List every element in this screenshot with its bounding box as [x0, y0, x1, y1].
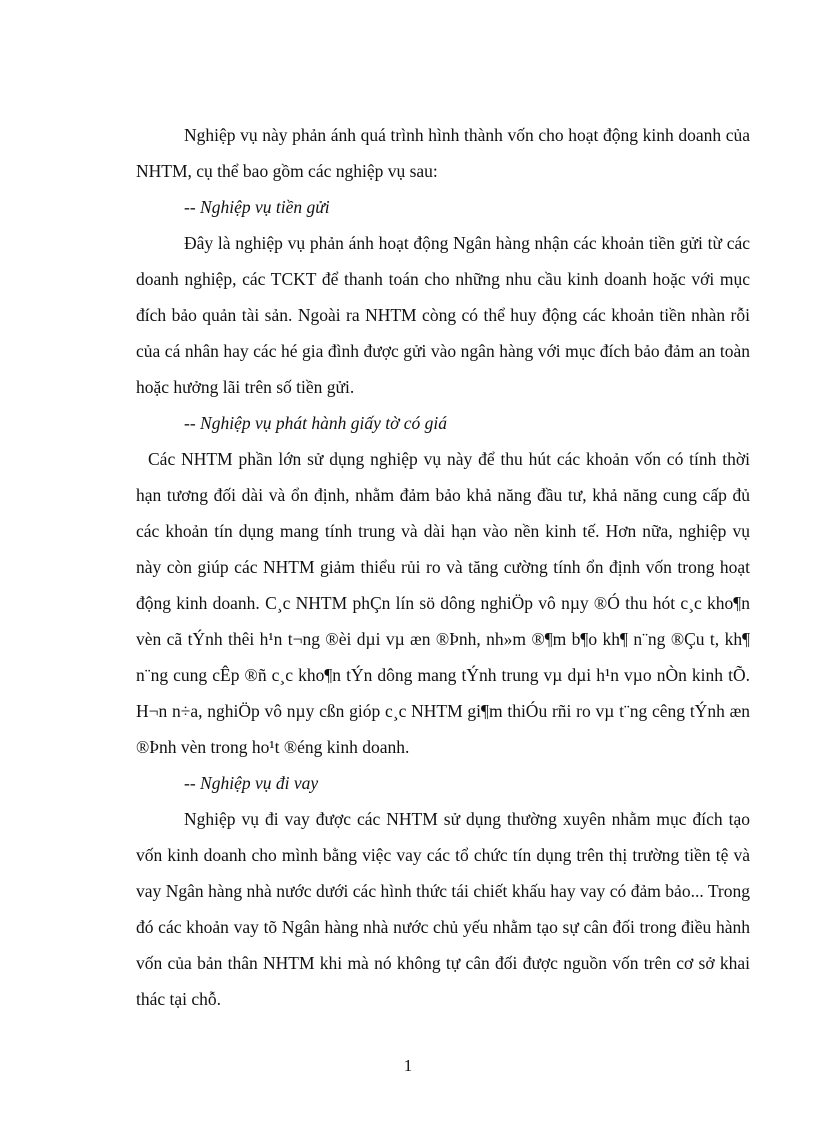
- securities-paragraph: Các NHTM phần lớn sử dụng nghiệp vụ này để thu hút các khoản vốn có tính thời hạn tương đối dài và ổn định, nhằm đảm bảo khả năng đầu tư, khả năng cung cấp đủ các khoản tín dụng mang tính trung và dài hạn vào nền kinh tế. Hơn nữa, nghiệp vụ này còn giúp các NHTM giảm thiểu rủi ro và tăng cường tính ổn định vốn trong hoạt động kinh doanh. C¸c NHTM phÇn lín sö dông nghiÖp vô nµy ®Ó thu hót c¸c kho¶n vèn cã tÝnh thêi h¹n t¬ng ®èi dµi vµ æn ®Þnh, nh»m ®¶m b¶o kh¶ n¨ng ®Çu t, kh¶ n¨ng cung cÊp ®ñ c¸c kho¶n tÝn dông mang tÝnh trung vµ dµi h¹n vµo nÒn kinh tÕ. H¬n n÷a, nghiÖp vô nµy cßn gióp c¸c NHTM gi¶m thiÓu rñi ro vµ t¨ng cêng tÝnh æn ®Þnh vèn trong ho¹t ®éng kinh doanh.: [136, 449, 750, 757]
- heading-title: Nghiệp vụ tiền gửi: [200, 197, 330, 217]
- heading-title: Nghiệp vụ phát hành giấy tờ có giá: [200, 413, 448, 433]
- intro-paragraph: Nghiệp vụ này phản ánh quá trình hình thành vốn cho hoạt động kinh doanh của NHTM, cụ thể bao gồm các nghiệp vụ sau:: [136, 125, 750, 181]
- heading-dash: --: [184, 197, 196, 217]
- heading-borrowing: [136, 765, 750, 801]
- heading-deposit: [136, 189, 750, 225]
- borrowing-paragraph: Nghiệp vụ đi vay được các NHTM sử dụng thường xuyên nhằm mục đích tạo vốn kinh doanh cho mình bằng việc vay các tổ chức tín dụng trên thị trường tiền tệ và vay Ngân hàng nhà nước dưới các hình thức tái chiết khấu hay vay có đảm bảo... Trong đó các khoản vay tõ Ngân hàng nhà nước chủ yếu nhằm tạo sự cân đối trong điều hành vốn của bản thân NHTM khi mà nó không tự cân đối được nguồn vốn trên cơ sở khai thác tại chỗ.: [136, 809, 750, 1009]
- heading-title: Nghiệp vụ đi vay: [200, 773, 319, 793]
- document-body: [136, 117, 750, 1017]
- deposit-paragraph: Đây là nghiệp vụ phản ánh hoạt động Ngân hàng nhận các khoản tiền gửi từ các doanh nghiệp, các TCKT để thanh toán cho những nhu cầu kinh doanh hoặc với mục đích bảo quản tài sản. Ngoài ra NHTM còng có thể huy động các khoản tiền nhàn rỗi của cá nhân hay các hé gia đình được gửi vào ngân hàng với mục đích bảo đảm an toàn hoặc hưởng lãi trên số tiền gửi.: [136, 233, 750, 397]
- heading-dash: --: [184, 773, 196, 793]
- heading-securities: [136, 405, 750, 441]
- page-number: 1: [403, 1056, 413, 1075]
- heading-dash: --: [184, 413, 196, 433]
